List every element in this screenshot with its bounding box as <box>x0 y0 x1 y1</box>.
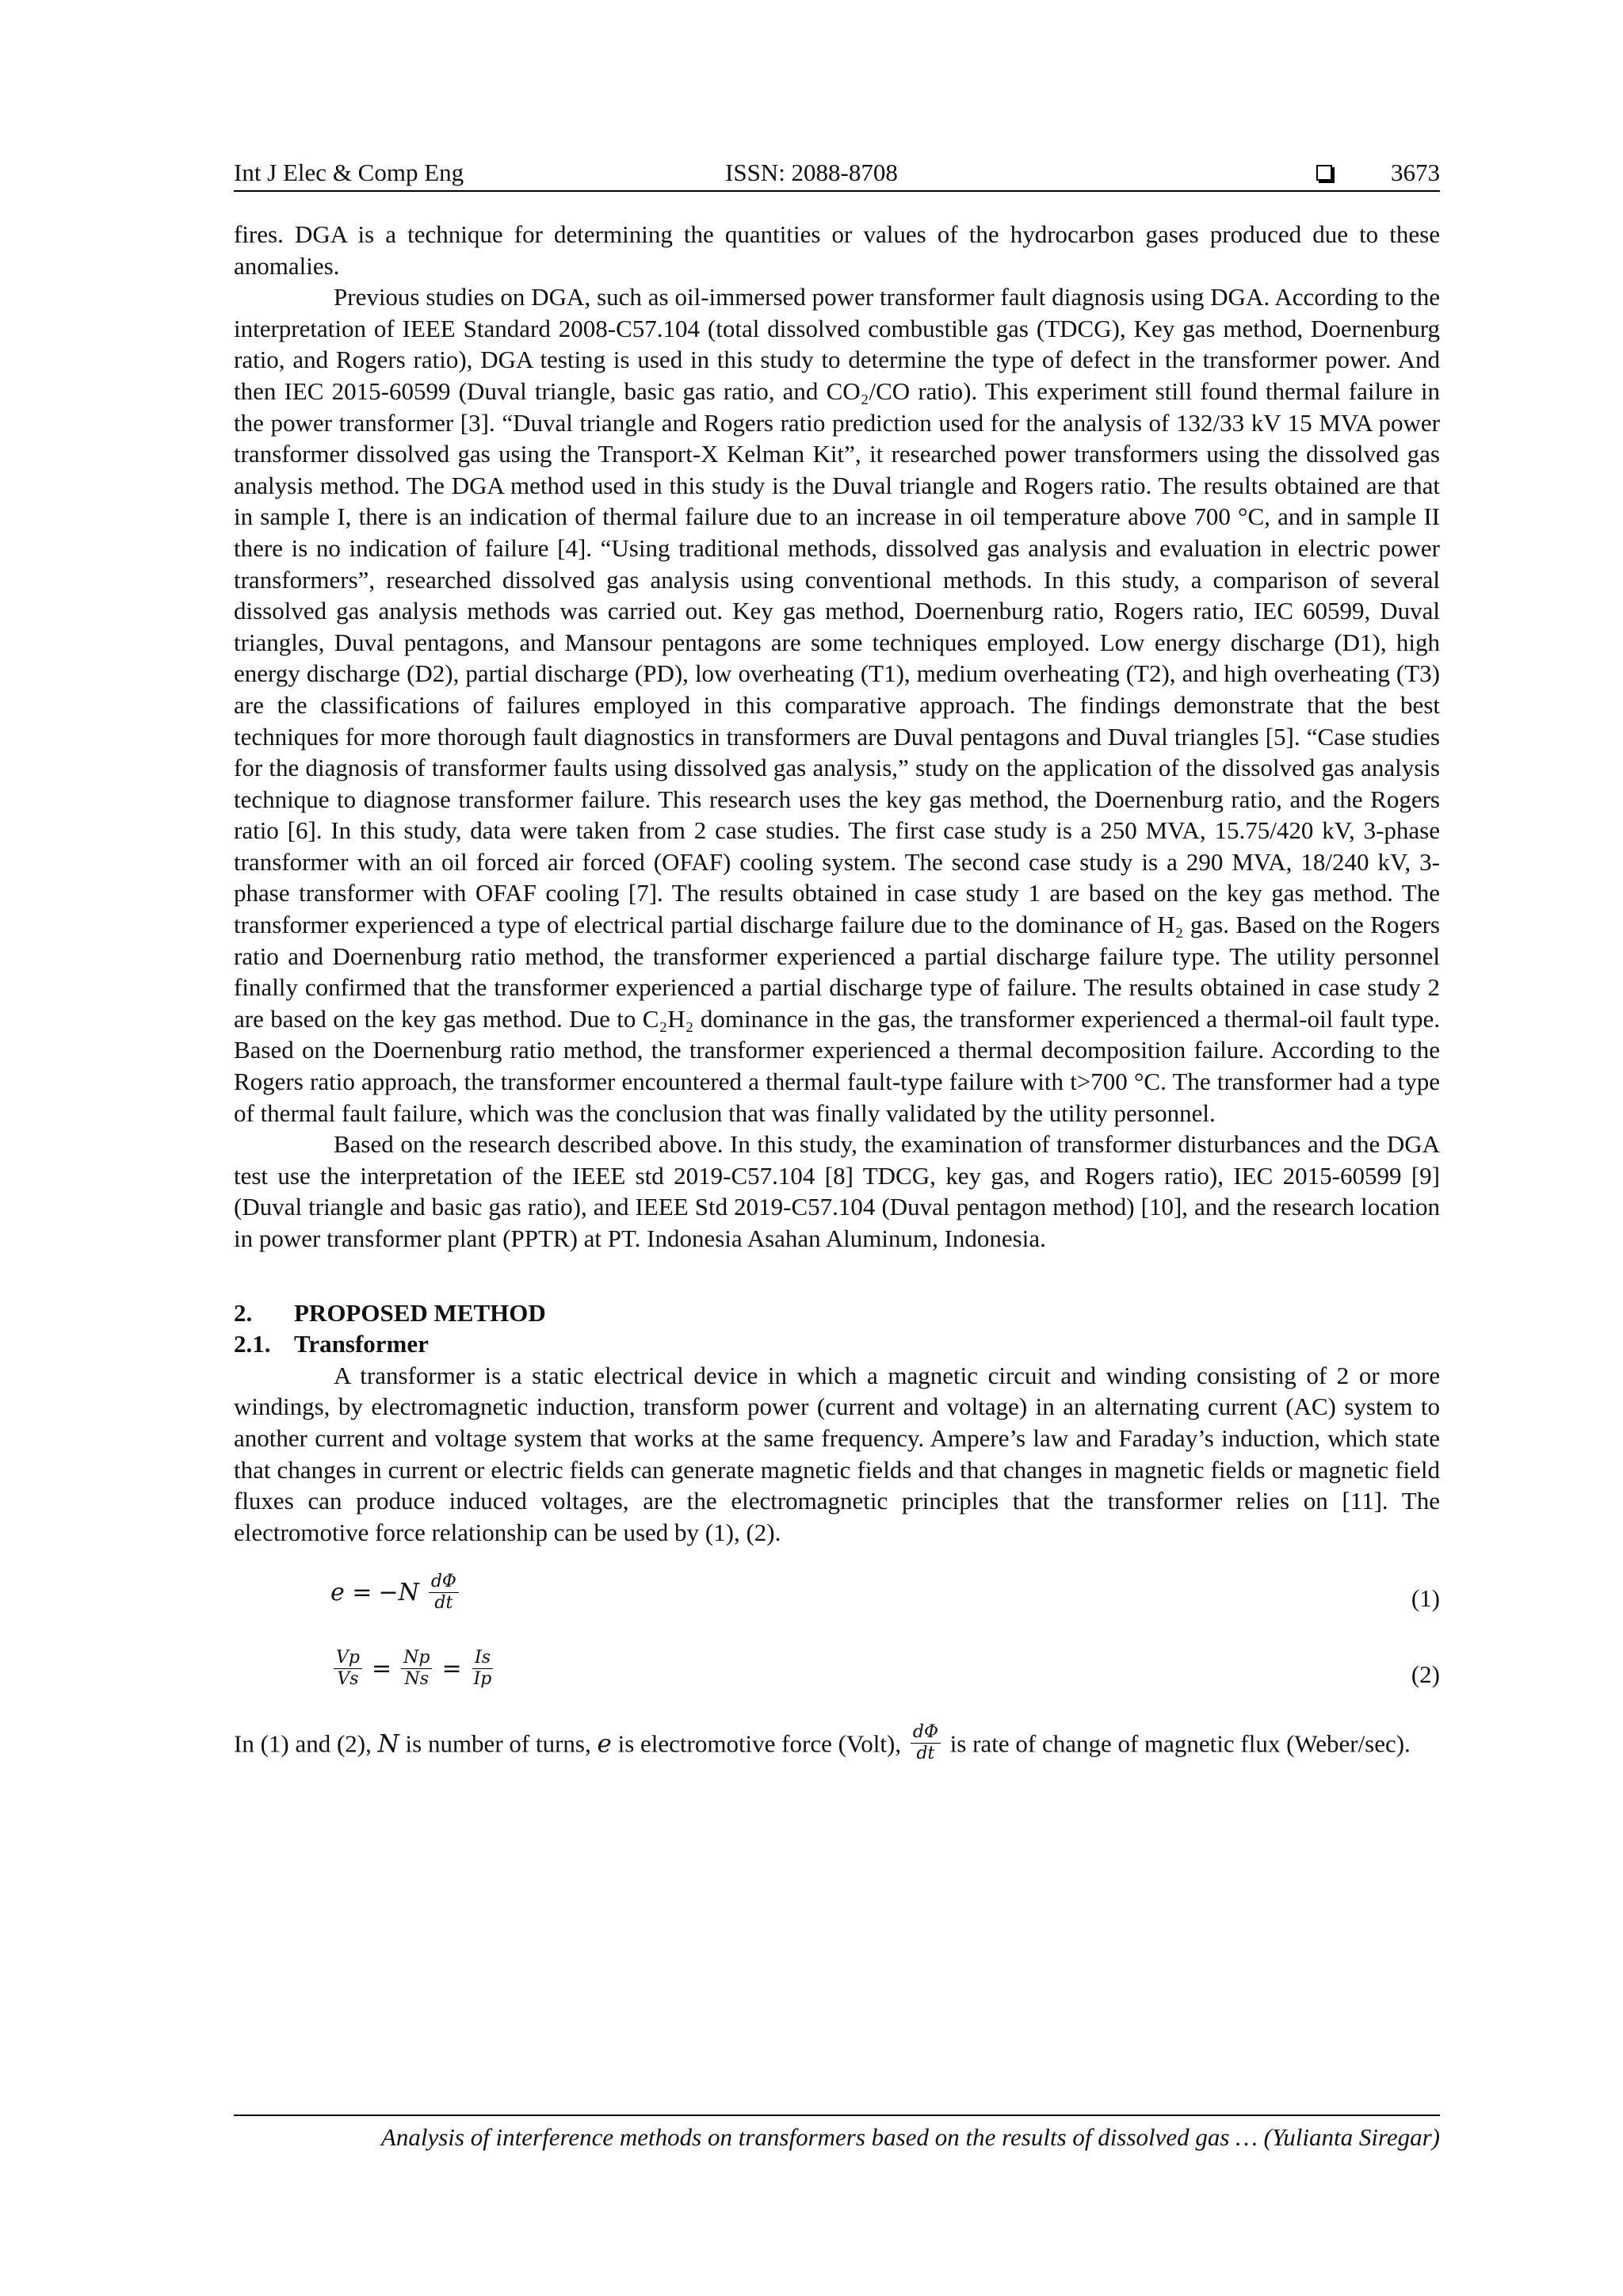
eq2-fraction-i <box>472 1648 495 1690</box>
issn: ISSN: 2088-8708 <box>725 159 898 186</box>
eq1-fraction <box>429 1572 459 1614</box>
journal-name: Int J Elec & Comp Eng <box>234 159 464 186</box>
eq1-minus-n: −N <box>378 1579 419 1607</box>
equation-2 <box>234 1641 1440 1703</box>
square-icon <box>1316 165 1332 181</box>
subsection-number: 2.1. <box>234 1330 271 1358</box>
paragraph-research-summary: Based on the research described above. In this study, the examination of transformer disturbances and the DGA test use the interpretation of the IEEE std 2019-C57.104 [8] TDCG, key gas, and Rogers ratio), IEC 2015-60599 [9] (Duval triangle and basic gas ratio), and IEEE Std 2019-C57.104 (Duval pentagon method) [10], and the research location in power transformer plant (PPTR) at PT. Indonesia Asahan Aluminum, Indonesia. <box>234 1130 1440 1252</box>
eq2-vs: Vs <box>337 1669 359 1690</box>
eq2-equals-2: = <box>441 1655 462 1683</box>
page-number: 3673 <box>1391 159 1440 186</box>
running-header <box>234 155 1440 192</box>
eq1-frac-top: dΦ <box>429 1572 459 1593</box>
explanation-text-1: In (1) and (2), <box>234 1729 372 1758</box>
eq2-vp: Vp <box>334 1648 362 1669</box>
inline-frac-top: dΦ <box>911 1722 941 1744</box>
eq2-fraction-n <box>401 1648 432 1690</box>
symbol-n: N <box>377 1729 399 1759</box>
subsection-heading <box>234 1328 1440 1360</box>
paragraph-continuation: fires. DGA is a technique for determining the quantities or values of the hydrocarbon gases produced due to these anomalies. <box>234 220 1440 280</box>
page-body <box>234 219 1440 1767</box>
subsection-title: Transformer <box>294 1330 429 1358</box>
eq1-number: (1) <box>1411 1584 1440 1613</box>
paragraph-transformer: A transformer is a static electrical device in which a magnetic circuit and winding consisting of 2 or more windings, by electromagnetic induction, transform power (current and voltage) in an alternating current (AC) system to another current and voltage system that works at the same frequency. Ampere’s law and Faraday’s induction, which state that changes in current or electric fields can generate magnetic fields and that changes in magnetic fields or magnetic field fluxes can produce induced voltages, are the electromagnetic principles that the transformer relies on [11]. The electromotive force relationship can be used by (1), (2). <box>234 1361 1440 1546</box>
explanation-text-3: is electromotive force (Volt), <box>617 1729 902 1758</box>
equation-1 <box>234 1565 1440 1627</box>
eq1-frac-bot: dt <box>434 1593 453 1614</box>
paragraph-explanation <box>234 1722 1440 1767</box>
running-footer: Analysis of interference methods on transformers based on the results of dissolved gas … (Yulianta Siregar) <box>234 2115 1440 2156</box>
section-heading <box>234 1297 1440 1329</box>
eq1-lhs: e = <box>330 1579 372 1607</box>
section-title: PROPOSED METHOD <box>294 1298 546 1327</box>
inline-fraction <box>911 1722 941 1764</box>
eq2-equals-1: = <box>371 1655 392 1683</box>
eq2-ns: Ns <box>404 1669 430 1690</box>
eq2-fraction-v <box>334 1648 362 1690</box>
eq2-np: Np <box>401 1648 432 1669</box>
paragraph-previous-studies: Previous studies on DGA, such as oil-immersed power transformer fault diagnosis using DGA. According to the interpretation of IEEE Standard 2008-C57.104 (total dissolved combustible gas (TDCG), Key gas method, Doernenburg ratio, and Rogers ratio), DGA testing is used in this study to determine the type of defect in the transformer power. And then IEC 2015-60599 (Duval triangle, basic gas ratio, and CO₂/CO ratio). This experiment still found thermal failure in the power transformer [3]. “Duval triangle and Rogers ratio prediction used for the analysis of 132/33 kV 15 MVA power transformer dissolved gas using the Transport-X Kelman Kit”, it researched power transformers using the dissolved gas analysis method. The DGA method used in this study is the Duval triangle and Rogers ratio. The results obtained are that in sample I, there is an indication of thermal failure due to an increase in oil temperature above 700 °C, and in sample II there is no indication of failure [4]. “Using traditional methods, dissolved gas analysis and evaluation in electric power transformers”, researched dissolved gas analysis using conventional methods. In this study, a comparison of several dissolved gas analysis methods was carried out. Key gas method, Doernenburg ratio, Rogers ratio, IEC 60599, Duval triangles, Duval pentagons, and Mansour pentagons are some techniques employed. Low energy discharge (D1), high energy discharge (D2), partial discharge (PD), low overheating (T1), medium overheating (T2), and high overheating (T3) are the classifications of failures employed in this comparative approach. The findings demonstrate that the best techniques for more thorough fault diagnostics in transformers are Duval pentagons and Duval triangles [5]. “Case studies for the diagnosis of transformer faults using dissolved gas analysis,” study on the application of the dissolved gas analysis technique to diagnose transformer failure. This research uses the key gas method, the Doernenburg ratio, and the Rogers ratio [6]. In this study, data were taken from 2 case studies. The first case study is a 250 MVA, 15.75/420 kV, 3-phase transformer with an oil forced air forced (OFAF) cooling system. The second case study is a 290 MVA, 18/240 kV, 3-phase transformer with OFAF cooling [7]. The results obtained in case study 1 are based on the key gas method. The transformer experienced a type of electrical partial discharge failure due to the dominance of H₂ gas. Based on the Rogers ratio and Doernenburg ratio method, the transformer experienced a partial discharge failure type. The utility personnel finally confirmed that the transformer experienced a partial discharge type of failure. The results obtained in case study 2 are based on the key gas method. Due to C₂H₂ dominance in the gas, the transformer experienced a thermal-oil fault type. Based on the Doernenburg ratio method, the transformer experienced a thermal decomposition failure. According to the Rogers ratio approach, the transformer encountered a thermal fault-type failure with t>700 °C. The transformer had a type of thermal fault failure, which was the conclusion that was finally validated by the utility personnel. <box>234 283 1440 1127</box>
eq2-number: (2) <box>1411 1660 1440 1689</box>
section-number: 2. <box>234 1298 253 1327</box>
explanation-text-4: is rate of change of magnetic flux (Weber/sec). <box>949 1729 1411 1758</box>
symbol-e: e <box>597 1729 612 1759</box>
eq2-is: Is <box>472 1648 493 1669</box>
inline-frac-bot: dt <box>916 1744 935 1764</box>
explanation-text-2: is number of turns, <box>405 1729 591 1758</box>
eq2-ip: Ip <box>473 1669 492 1690</box>
